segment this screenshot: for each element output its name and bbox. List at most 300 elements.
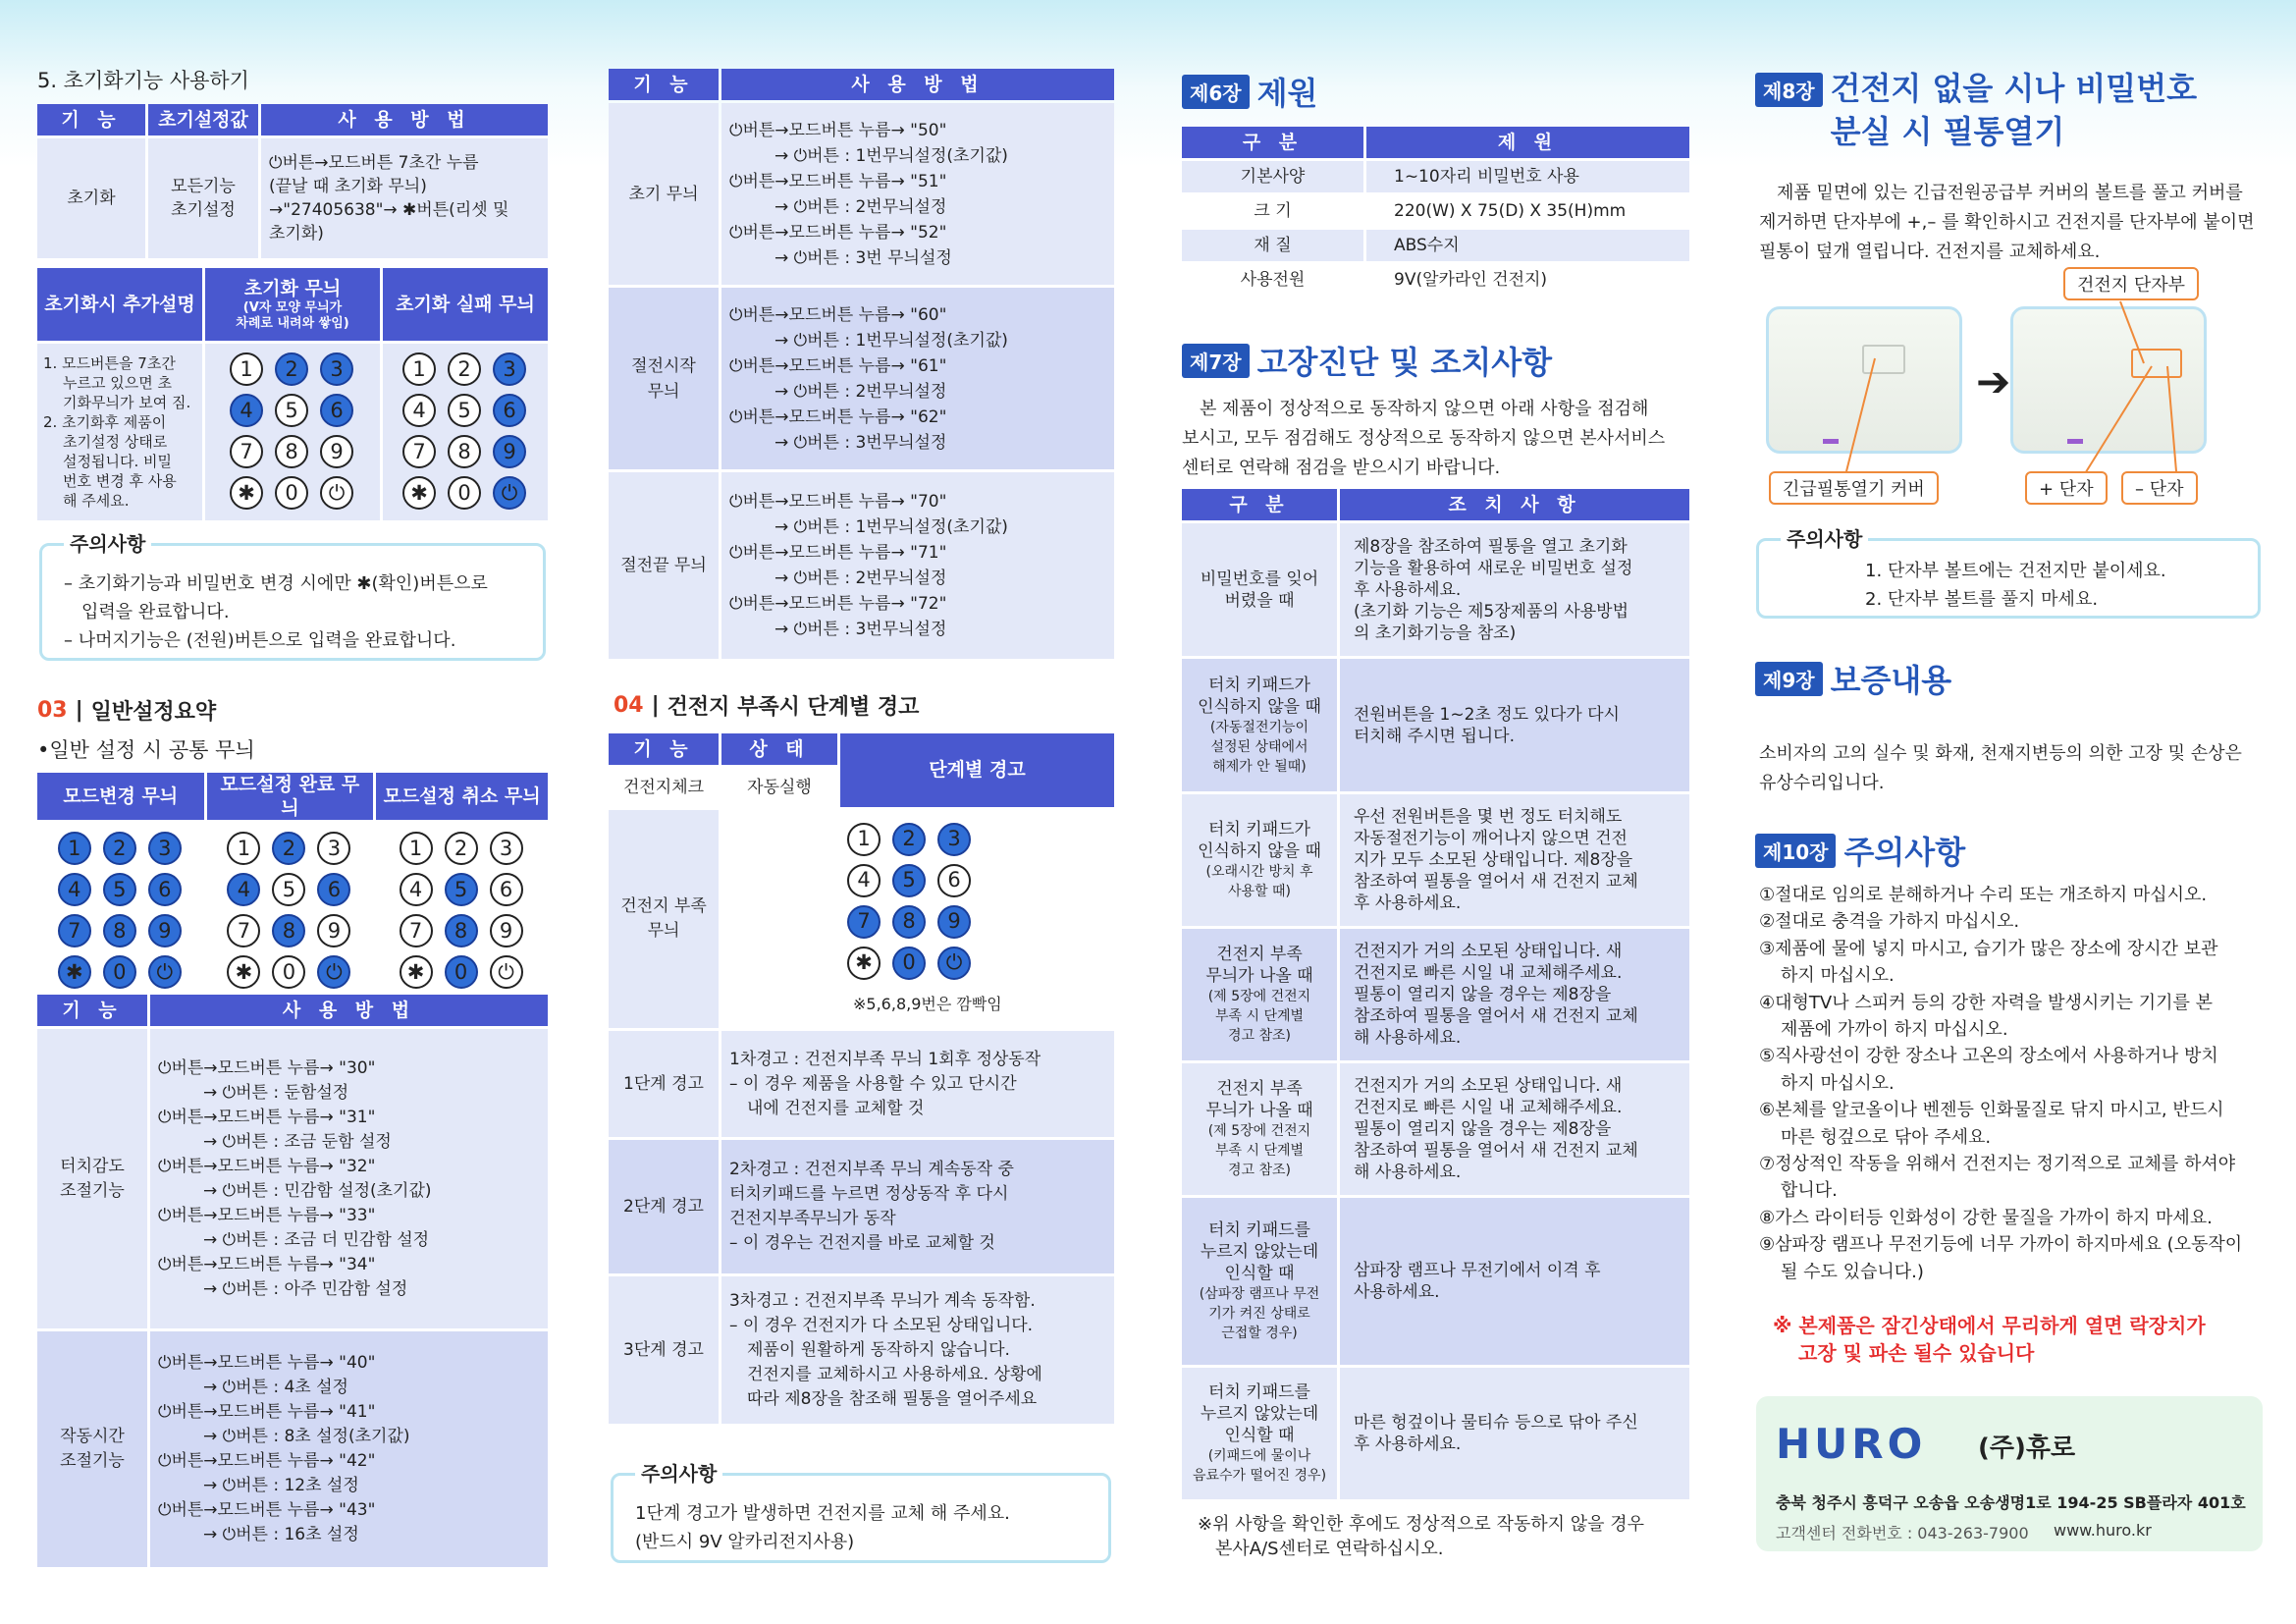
warning-line: 고장 및 파손 될수 있습니다 [1798,1341,2035,1365]
symptom-line: 무늬가 나올 때 [1205,966,1313,986]
action [1340,794,1689,926]
action-line: 터치해 주시면 됩니다. [1354,726,1516,746]
chapter-title: 주의사항 [1843,834,1966,871]
note-line: (반드시 9V 알카리전지사용) [635,1532,855,1552]
reset-keypad-cell [205,344,380,520]
key-8: 8 [445,914,478,947]
arrow-right-icon: ➔ [1976,357,2011,406]
stage-2-label: 2단계 경고 [609,1140,719,1273]
caution-list [1759,882,2242,1285]
warning-line: ※ 본제품은 잠긴상태에서 무리하게 열면 락장치가 [1773,1314,2206,1337]
section-title: 건전지 부족시 단계별 경고 [667,695,920,720]
symptom-note: 경고 참조) [1227,1028,1291,1044]
key-star: ✱ [227,955,260,989]
spec-rows [1182,161,1689,296]
action-line: 우선 전원버튼을 몇 번 정도 터치해도 [1354,807,1623,827]
th-func: 기 능 [37,104,145,135]
section-divider: | [75,698,83,723]
key-9: 9 [490,914,523,947]
chapter-chip: 제7장 [1182,344,1250,378]
action-line: 제8장을 참조하여 필통을 열고 초기화 [1354,536,1628,557]
company-address: 충북 청주시 흥덕구 오송읍 오송생명1로 194-25 SB플라자 401호 [1776,1493,2246,1512]
method-line: → ⏻버튼 : 4초 설정 [203,1378,348,1397]
desc-line: 따라 제8장을 참조해 필통을 열어주세요 [747,1388,1038,1409]
stage-2-desc [721,1140,1114,1273]
note-line: 1단계 경고가 발생하면 건전지를 교체 해 주세요. [635,1503,1010,1524]
intro-line: 보시고, 모두 점검해도 정상적으로 동작하지 않으면 본사서비스 [1182,428,1666,449]
battery-note [611,1462,1111,1563]
method-line: ⏻버튼→모드버튼 누름→ "33" [158,1205,376,1225]
caution-item: 하지 마십시오. [1781,965,1895,987]
caution-item: 합니다. [1781,1180,1838,1202]
footnote-line: ※위 사항을 확인한 후에도 정상적으로 작동하지 않을 경우 [1198,1514,1645,1535]
caution-item: ⑦정상적인 작동을 위해서 건전지는 정기적으로 교체를 하셔야 [1759,1154,2236,1175]
action-line: 사용하세요. [1354,1282,1440,1302]
chapter-6-header [1182,69,1317,114]
spec-row [1182,195,1689,227]
method-line: → ⏻버튼 : 민감함 설정(초기값) [203,1180,432,1201]
method-line: → ⏻버튼 : 8초 설정(초기값) [203,1427,410,1446]
th-spec: 제 원 [1366,127,1689,158]
method-line: → ⏻버튼 : 1번무늬설정(초기값) [774,145,1008,166]
mode-cancel-keypad [384,832,540,991]
method-line: ⏻버튼→모드버튼 누름→ "41" [158,1402,376,1422]
stage-3-label: 3단계 경고 [609,1276,719,1424]
company-phone: 고객센터 전화번호 : 043-263-7900 [1776,1524,2029,1543]
initial-pattern-method [721,103,1114,285]
method-line: ⏻버튼→모드버튼 누름→ "70" [729,492,947,512]
symptom-line: 버렸을 때 [1224,590,1295,611]
common-pattern-label: •일반 설정 시 공통 무늬 [37,738,255,762]
action [1340,523,1689,656]
symptom-note: 부족 시 단계별 [1214,1008,1305,1024]
symptom [1182,1198,1337,1365]
caution-item: ②절대로 충격을 가하지 마십시오. [1759,911,2020,933]
spec-value: 220(W) X 75(D) X 35(H)mm [1366,195,1689,227]
func-touch-sensitivity: 터치감도 조절기능 [37,1029,147,1328]
action-line: 자동절전기능이 깨어나지 않으면 건전 [1354,829,1628,848]
key-2: 2 [448,352,481,386]
th-method: 사 용 방 법 [721,69,1114,100]
th-func: 기 능 [609,733,719,765]
action [1340,1063,1689,1195]
method-line: 초기화) [269,224,324,244]
power-icon: ⏻ [320,476,353,510]
diag-intro [1182,395,1665,483]
note-line: – 나머지기능은 (전원)버튼으로 입력을 완료합니다. [64,630,456,651]
key-5: 5 [103,873,136,906]
key-8: 8 [892,905,926,939]
section-title: 일반설정요약 [90,700,217,725]
chapter-chip: 제8장 [1755,73,1823,107]
symptom-note: 경고 참조) [1227,1163,1291,1178]
lock-warning [1773,1312,2206,1367]
chapter-title: 고장진단 및 조치사항 [1256,344,1553,381]
key-3: 3 [148,832,182,865]
chapter-chip: 제6장 [1182,75,1250,109]
huro-logo: HURO [1776,1420,1927,1468]
action-line: 참조하여 필통을 열어서 새 건전지 교체 [1354,1006,1638,1026]
method-line: → ⏻버튼 : 둔함설정 [203,1082,349,1103]
battery-warning-table [606,731,1117,1427]
note-title: 주의사항 [1781,525,1868,554]
symptom [1182,1063,1337,1195]
chapter-9-text [1759,739,2242,798]
power-icon: ⏻ [937,947,971,980]
key-3: 3 [937,823,971,856]
desc-line: 번호 변경 후 사용 [63,472,177,490]
diag-footnote [1198,1512,1644,1561]
method-line: ⏻버튼→모드버튼 누름→ "72" [729,594,947,614]
action-line: 삼파장 램프나 무전기에서 이격 후 [1354,1261,1601,1280]
th-fail-pattern: 초기화 실패 무늬 [383,268,548,341]
key-8: 8 [275,435,308,468]
th-stage-warning: 단계별 경고 [840,733,1114,807]
symptom [1182,929,1337,1060]
desc-line: 1차경고 : 건전지부족 무늬 1회후 정상동작 [729,1049,1041,1069]
key-5: 5 [272,873,305,906]
label-plus-terminal: + 단자 [2025,471,2108,505]
company-box [1756,1396,2263,1551]
desc-line: – 이 경우 제품을 사용할 수 있고 단시간 [729,1073,1017,1094]
desc-line: 기화무늬가 보여 짐. [63,394,191,411]
key-1: 1 [230,352,263,386]
spec-value: 1~10자리 비밀번호 사용 [1366,161,1689,192]
symptom-note: (제 5장에 건전지 [1207,1123,1311,1139]
key-2: 2 [445,832,478,865]
chapter-title-line: 건전지 없을 시나 비밀번호 [1830,70,2198,107]
th-status: 상 태 [721,733,837,765]
fail-keypad-cell [383,344,548,520]
power-icon: ⏻ [148,955,182,989]
method-line: → ⏻버튼 : 1번무늬설정(초기값) [774,517,1008,537]
symptom-note: 해제가 안 될때) [1212,758,1307,775]
section-04 [614,690,919,721]
reset-note [39,532,546,661]
symptom-note: (키패드에 물이나 [1207,1448,1311,1464]
method-line: ⏻버튼→모드버튼 누름→ "62" [729,406,947,427]
method-line: (끝날 때 초기화 무늬) [269,177,427,196]
key-1: 1 [227,832,260,865]
th-method: 사 용 방 법 [150,995,548,1026]
method-line: ⏻버튼→모드버튼 누름→ "40" [158,1353,376,1373]
company-website: www.huro.kr [2054,1521,2152,1540]
func-operate-time: 작동시간 조절기능 [37,1331,147,1567]
chapter-8-note [1756,527,2261,619]
method-line: ⏻버튼→모드버튼 7초간 누름 [269,153,479,173]
action-line: (초기화 기능은 제5장제품의 사용방법 [1354,601,1629,622]
note-line: 2. 단자부 볼트를 풀지 마세요. [1865,589,2099,610]
battery-check-label: 건전지체크 [609,768,719,807]
power-icon: ⏻ [493,476,526,510]
auto-run-label: 자동실행 [721,768,837,807]
key-0: 0 [448,476,481,510]
key-star: ✱ [400,955,433,989]
symptom-line: 건전지 부족 [1216,945,1303,964]
th-mode-change: 모드변경 무늬 [37,773,204,820]
spec-table [1179,124,1692,298]
spec-value: ABS수지 [1366,230,1689,261]
th-category: 구 분 [1182,127,1363,158]
label-minus-terminal: – 단자 [2121,471,2198,505]
note-line: 1. 단자부 볼트에는 건전지만 붙이세요. [1865,561,2166,581]
key-6: 6 [490,873,523,906]
th-method: 사 용 방 법 [261,104,548,135]
sleep-start-method [721,288,1114,469]
operate-time-method [150,1331,548,1567]
method-line: ⏻버튼→모드버튼 누름→ "42" [158,1451,376,1471]
desc-line: 건전지를 교체하시고 사용하세요. 상황에 [747,1364,1042,1384]
note-line: 입력을 완료합니다. [81,602,230,623]
action-line: 건전지로 빠른 시일 내 교체해주세요. [1354,963,1623,983]
key-4: 4 [400,873,433,906]
chapter-title [1831,67,2197,153]
symptom-note: (삼파장 램프나 무전 [1199,1286,1320,1302]
th-default: 초기설정값 [148,104,258,135]
key-star: ✱ [847,947,881,980]
diagnosis-row [1182,1368,1689,1499]
action [1340,1368,1689,1499]
battery-low-keypad-cell [721,810,1114,1028]
caution-item: ④대형TV나 스피커 등의 강한 자력을 발생시키는 기기를 본 [1759,992,2214,1013]
fail-keypad [391,352,540,512]
key-3: 3 [317,832,350,865]
symptom-line: 인식하지 않을 때 [1198,841,1321,861]
chapter-chip: 제10장 [1755,834,1836,868]
diagnosis-row [1182,1198,1689,1365]
desc-line: 건전지부족무늬가 동작 [729,1209,896,1228]
method-line: ⏻버튼→모드버튼 누름→ "71" [729,543,947,563]
method-line: →"27405638"→ ✱버튼(리셋 및 [269,200,509,220]
caution-item: ⑤직사광선이 강한 장소나 고온의 장소에서 사용하거나 방치 [1759,1046,2218,1067]
key-1: 1 [400,832,433,865]
th-reset-pattern-sub: 차례로 내려와 쌓임) [236,316,349,331]
key-6: 6 [493,394,526,427]
method-line: → ⏻버튼 : 16초 설정 [203,1525,359,1544]
key-6: 6 [317,873,350,906]
symptom-note: (오래시간 방치 후 [1205,864,1313,880]
label-battery-terminal: 건전지 단자부 [2063,267,2199,300]
symptom-line: 비밀번호를 잊어 [1200,568,1319,589]
note-line: – 초기화기능과 비밀번호 변경 시에만 ✱(확인)버튼으로 [64,573,488,594]
action-line: 의 초기화기능을 참조) [1354,623,1517,643]
symptom-note: 근접할 경우) [1221,1326,1298,1341]
spec-row [1182,264,1689,296]
key-8: 8 [448,435,481,468]
spec-label: 사용전원 [1182,264,1363,296]
action [1340,929,1689,1060]
method-line: → ⏻버튼 : 2번무늬설정 [774,568,947,588]
method-line: ⏻버튼→모드버튼 누름→ "51" [729,171,947,191]
method-line: → ⏻버튼 : 3번무늬설정 [774,432,947,453]
stage-1-desc [721,1031,1114,1137]
key-4: 4 [402,394,436,427]
spec-label: 재 질 [1182,230,1363,261]
mode-cancel-cell [376,823,548,1000]
chapter-chip: 제9장 [1755,662,1823,696]
th-reset-pattern-label: 초기화 무늬 [243,278,342,299]
desc-line: 2. 초기화후 제품이 [43,413,167,431]
chapter-8-text [1759,179,2255,267]
cell-method [261,138,548,258]
desc-line: 터치키패드를 누르면 정상동작 후 다시 [729,1184,1009,1204]
symptom-note: 기가 켜진 상태로 [1208,1306,1310,1322]
key-2: 2 [103,832,136,865]
desc-line: 설정됩니다. 비밀 [63,453,172,470]
para-line: 소비자의 고의 실수 및 화재, 천재지변등의 의한 고장 및 손상은 [1759,743,2242,764]
caution-item: ③제품에 물에 넣지 마시고, 습기가 많은 장소에 장시간 보관 [1759,938,2218,959]
spec-row [1182,230,1689,261]
label-emergency-cover: 긴급필통열기 커버 [1769,471,1939,505]
th-action: 조 치 사 항 [1340,489,1689,520]
key-7: 7 [227,914,260,947]
th-mode-cancel: 모드설정 취소 무늬 [376,773,548,820]
action-line: 참조하여 필통을 열어서 새 건전지 교체 [1354,872,1638,892]
method-line: ⏻버튼→모드버튼 누름→ "30" [158,1057,376,1078]
key-2: 2 [272,832,305,865]
diagnosis-row [1182,929,1689,1060]
key-7: 7 [58,914,91,947]
action-line: 필통이 열리지 않을 경우는 제8장을 [1354,985,1612,1004]
stage-3-desc [721,1276,1114,1424]
chapter-7-header [1182,338,1552,383]
diagnosis-row [1182,794,1689,926]
action-line: 건전지로 빠른 시일 내 교체해주세요. [1354,1098,1623,1117]
method-line: → ⏻버튼 : 1번무늬설정(초기값) [774,330,1008,351]
desc-line: 1. 모드버튼을 7초간 [43,354,176,372]
symptom [1182,794,1337,926]
key-0: 0 [445,955,478,989]
th-mode-done: 모드설정 완료 무늬 [207,773,374,820]
para-line: 유상수리입니다. [1759,773,1885,793]
symptom-line: 누르지 않았는데 [1200,1404,1319,1424]
sleep-end-method [721,472,1114,659]
method-line: ⏻버튼→모드버튼 누름→ "34" [158,1254,376,1274]
caution-item: ⑨삼파장 램프나 무전기등에 너무 가까이 하지마세요 (오동작이 [1759,1234,2243,1256]
diagnosis-rows [1182,523,1689,1499]
key-4: 4 [227,873,260,906]
mode-done-keypad [215,832,366,991]
key-7: 7 [400,914,433,947]
common-pattern-table [34,770,551,1002]
touch-sensitivity-method [150,1029,548,1328]
symptom-note: 사용할 때) [1227,884,1291,899]
footnote-line: 본사A/S센터로 연락하십시오. [1215,1539,1444,1559]
key-7: 7 [847,905,881,939]
symptom-line: 터치 키패드를 [1208,1220,1310,1240]
desc-line: – 이 경우 건전지가 다 소모된 상태입니다. [729,1315,1034,1335]
power-icon: ⏻ [317,955,350,989]
method-line: ⏻버튼→모드버튼 누름→ "61" [729,355,947,376]
action-line: 마른 헝겊이나 물티슈 등으로 닦아 주신 [1354,1413,1638,1433]
caution-item: 마른 헝겊으로 닦아 주세요. [1781,1126,1992,1148]
chapter-9-header [1755,656,1951,701]
section-03 [37,695,216,726]
key-star: ✱ [58,955,91,989]
symptom-line: 인식하지 않을 때 [1198,696,1321,717]
battery-low-pattern-label: 건전지 부족 무늬 [609,810,719,1028]
desc-line: 누르고 있으면 초 [63,374,172,392]
cell-default: 모든기능 초기설정 [148,138,258,258]
key-5: 5 [448,394,481,427]
caution-item: 될 수도 있습니다.) [1781,1261,1924,1282]
intro-line: 센터로 연락해 점검을 받으시기 바랍니다. [1182,458,1501,478]
blink-note: ※5,6,8,9번은 깜빡임 [853,994,1002,1013]
action-line: 후 사용하세요. [1354,1435,1462,1454]
desc-line: 초기설정 상태로 [63,433,168,451]
spec-label: 크 기 [1182,195,1363,227]
spec-row [1182,161,1689,192]
symptom-line: 인식할 때 [1224,1264,1295,1283]
extra-desc [37,344,202,520]
symptom-line: 터치 키패드가 [1208,820,1310,839]
action-line: 건전지가 거의 소모된 상태입니다. 새 [1354,1076,1623,1096]
key-6: 6 [320,394,353,427]
key-5: 5 [892,864,926,897]
para-line: 필통이 덮개 열립니다. 건전지를 교체하세요. [1759,242,2101,262]
key-8: 8 [272,914,305,947]
method-line: → ⏻버튼 : 2번무늬설정 [774,381,947,402]
method-line: ⏻버튼→모드버튼 누름→ "31" [158,1107,376,1127]
action-line: 참조하여 필통을 열어서 새 건전지 교체 [1354,1141,1638,1161]
action-line: 건전지가 거의 소모된 상태입니다. 새 [1354,942,1623,961]
key-9: 9 [937,905,971,939]
key-0: 0 [103,955,136,989]
action-line: 해 사용하세요. [1354,1028,1462,1048]
method-line: ⏻버튼→모드버튼 누름→ "43" [158,1500,376,1520]
th-reset-pattern [205,268,380,341]
diagnosis-row [1182,659,1689,791]
desc-line: 해 주세요. [63,492,130,510]
diagnosis-row [1182,523,1689,656]
chapter-title: 제원 [1256,75,1318,112]
caution-item: ⑥본체를 알코올이나 벤젠등 인화물질로 닦지 마시고, 반드시 [1759,1100,2224,1121]
note-title: 주의사항 [64,530,151,559]
cell-func: 초기화 [37,138,145,258]
symptom-note: (자동절전기능이 [1209,719,1309,735]
action-line: 후 사용하세요. [1354,579,1462,600]
symptom-line: 인식할 때 [1224,1426,1295,1445]
caution-item: ①절대로 임의로 분해하거나 수리 또는 개조하지 마십시오. [1759,885,2208,905]
desc-line: 2차경고 : 건전지부족 무늬 계속동작 중 [729,1160,1014,1179]
settings-table-1 [34,992,551,1570]
key-8: 8 [103,914,136,947]
mode-change-keypad [45,832,196,991]
desc-line: – 이 경우는 건전지를 바로 교체할 것 [729,1233,995,1253]
key-3: 3 [490,832,523,865]
symptom-line: 터치 키패드를 [1208,1382,1310,1402]
key-0: 0 [892,947,926,980]
method-line: ⏻버튼→모드버튼 누름→ "50" [729,120,947,140]
action [1340,1198,1689,1365]
key-3: 3 [493,352,526,386]
action-line: 필통이 열리지 않을 경우는 제8장을 [1354,1119,1612,1139]
stage-1-label: 1단계 경고 [609,1031,719,1137]
desc-line: 3차경고 : 건전지부족 무늬가 계속 동작함. [729,1290,1036,1311]
chapter-title-line: 분실 시 필통열기 [1830,113,2065,150]
key-2: 2 [892,823,926,856]
key-4: 4 [58,873,91,906]
note-title: 주의사항 [635,1460,722,1489]
func-sleep-end-pattern: 절전끝 무늬 [609,472,719,659]
section-divider: | [651,693,660,718]
chapter-8-header [1755,67,2197,153]
intro-line: 본 제품이 정상적으로 동작하지 않으면 아래 사항을 점검해 [1200,399,1649,419]
chapter-10-header [1755,828,1965,873]
spec-label: 기본사양 [1182,161,1363,192]
th-func: 기 능 [37,995,147,1026]
method-line: → ⏻버튼 : 2번무늬설정 [774,196,947,217]
